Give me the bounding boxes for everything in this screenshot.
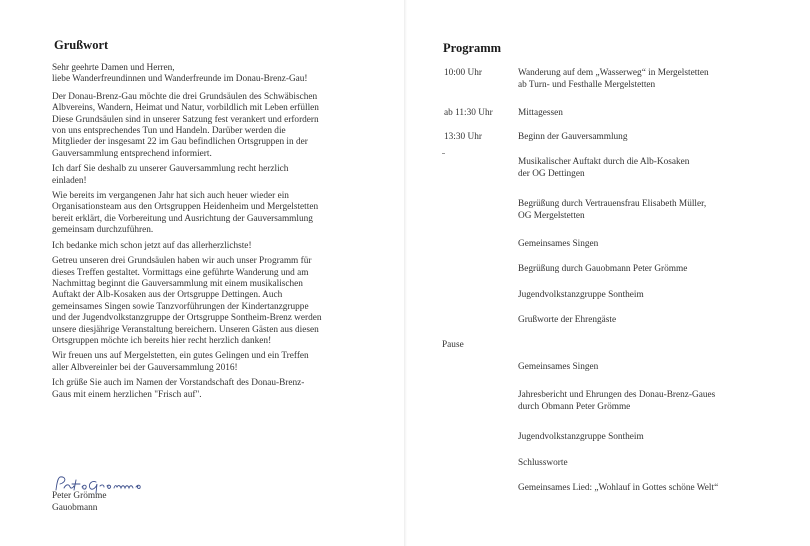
letter-line: dieses Treffen gestaltet. Vormittags eine geführte Wanderung und am [52,267,309,278]
letter-line: Wir freuen uns auf Mergelstetten, ein gutes Gelingen und ein Treffen [52,351,309,362]
program-item-line: Grußworte der Ehrengäste [518,315,617,325]
program-item [518,315,803,327]
letter-line: Ich darf Sie deshalb zu unserer Gauversammlung recht herzlich [52,164,289,175]
letter-paragraph [52,92,392,160]
program-item-line: Schlussworte [518,458,568,468]
letter-line: aller Albvereinler bei der Gauversammlung 2016! [52,362,238,373]
program-item [518,432,803,444]
program-item [518,108,803,120]
program-item [518,157,803,181]
program-item-line: ab Turn- und Festhalle Mergelstetten [518,79,656,90]
signer-name: Peter Grömme [52,491,107,501]
program-item-line: Gemeinsames Lied: „Wohlauf in Gottes schöne Welt“ [518,483,719,493]
letter-line: einladen! [52,175,87,186]
program-item [518,132,803,144]
letter-paragraph [52,378,392,401]
letter-line: Wie bereits im vergangenen Jahr hat sich auch heuer wieder ein [52,191,289,202]
letter-line: gemeinsames Singen sowie Tanzvorführungen der Kindertanzgruppe [52,301,309,312]
program-time: 10:00 Uhr [444,68,482,78]
program-item [518,362,803,374]
program-item [518,390,803,414]
program-item [518,199,803,223]
letter-line: Auftakt der Alb-Kosaken aus der Ortsgruppe Dettingen. Auch [52,290,283,301]
letter-line: Ortsgruppen möchte ich bereits hier recht herzlich danken! [52,335,272,346]
letter-paragraph [52,164,392,187]
program-item [518,239,803,251]
letter-line: Diese Grundsäulen sind in unserer Satzung fest verankert und erfordern [52,114,319,125]
program-item-line: Gemeinsames Singen [518,362,599,372]
letter-line: unsere diesjährige Veranstaltung bereichern. Unseren Gästen aus diesen [52,324,319,335]
program-item-line: Jugendvolkstanzgruppe Sontheim [518,432,644,442]
program-item [518,290,803,302]
program-item-line: Gemeinsames Singen [518,239,599,249]
salutation-line: liebe Wanderfreundinnen und Wanderfreunde im Donau-Brenz-Gau! [52,74,308,85]
letter-line: Ich grüße Sie auch im Namen der Vorstandschaft des Donau-Brenz- [52,378,305,389]
program-item-line: Jugendvolkstanzgruppe Sontheim [518,290,644,300]
program-item-line: der OG Dettingen [518,168,585,179]
margin-tick [442,153,445,154]
program-item-line: Beginn der Gauversammlung [518,132,628,142]
letter-line: Nachmittag beginnt die Gauversammlung mit einem musikalischen [52,278,303,289]
program-item-line: OG Mergelstetten [518,210,585,221]
salutation [52,63,392,86]
program-item [518,458,803,470]
letter-line: und der Jugendvolkstanzgruppe der Ortsgruppe Sontheim-Brenz werden [52,313,322,324]
letter-paragraph [52,241,392,252]
letter-line: Ich bedanke mich schon jetzt auf das allerherzlichste! [52,240,252,251]
salutation-line: Sehr geehrte Damen und Herren, [52,63,175,73]
letter-paragraph [52,351,392,374]
letter-line: Albvereins, Wandern, Heimat und Natur, vorbildlich mit Leben erfüllen [52,103,319,114]
letter-line: Gauversammlung entsprechend informiert. [52,148,212,159]
program-item-line: Wanderung auf dem „Wasserweg“ in Mergelstetten [518,68,709,78]
program-item-line: Begrüßung durch Vertrauensfrau Elisabeth Müller, [518,199,707,209]
program-time: 13:30 Uhr [444,132,482,142]
program-item-line: Musikalischer Auftakt durch die Alb-Kosaken [518,157,690,167]
letter-line: Gaus mit einem herzlichen "Frisch auf". [52,389,202,400]
greeting-heading: Grußwort [54,38,109,52]
program-item-line: Mittagessen [518,108,563,118]
program-item [518,68,803,92]
letter-line: Mitglieder der insgesamt 22 im Gau befindlichen Ortsgruppen in der [52,137,308,148]
signer-block [52,491,106,514]
program-list [406,0,810,546]
letter-line: Organisationsteam aus den Ortsgruppen Heidenheim und Mergelstetten [52,202,319,213]
program-pause-label: Pause [442,340,464,350]
letter-line: Getreu unseren drei Grundsäulen haben wir auch unser Programm für [52,256,312,267]
program-item-line: Jahresbericht und Ehrungen des Donau-Brenz-Gaues [518,390,716,400]
greeting-letter [52,63,392,405]
letter-paragraph [52,256,392,347]
program-item-line: durch Obmann Peter Grömme [518,401,631,412]
program-item [518,483,803,495]
letter-line: gemeinsam durchzuführen. [52,225,154,236]
letter-line: von uns entsprechendes Tun und Handeln. Darüber werden die [52,126,286,137]
letter-line: bereit erklärt, die Vorbereitung und Ausrichtung der Gauversammlung [52,213,313,224]
signer-title: Gauobmann [52,502,98,513]
letter-paragraph [52,191,392,237]
program-item [518,264,803,276]
right-page [406,0,810,546]
letter-line: Der Donau-Brenz-Gau möchte die drei Grundsäulen des Schwäbischen [52,91,318,102]
letter-body [52,92,392,401]
program-time: ab 11:30 Uhr [444,108,493,118]
program-item-line: Begrüßung durch Gauobmann Peter Grömme [518,264,688,274]
program-heading: Programm [443,41,502,55]
